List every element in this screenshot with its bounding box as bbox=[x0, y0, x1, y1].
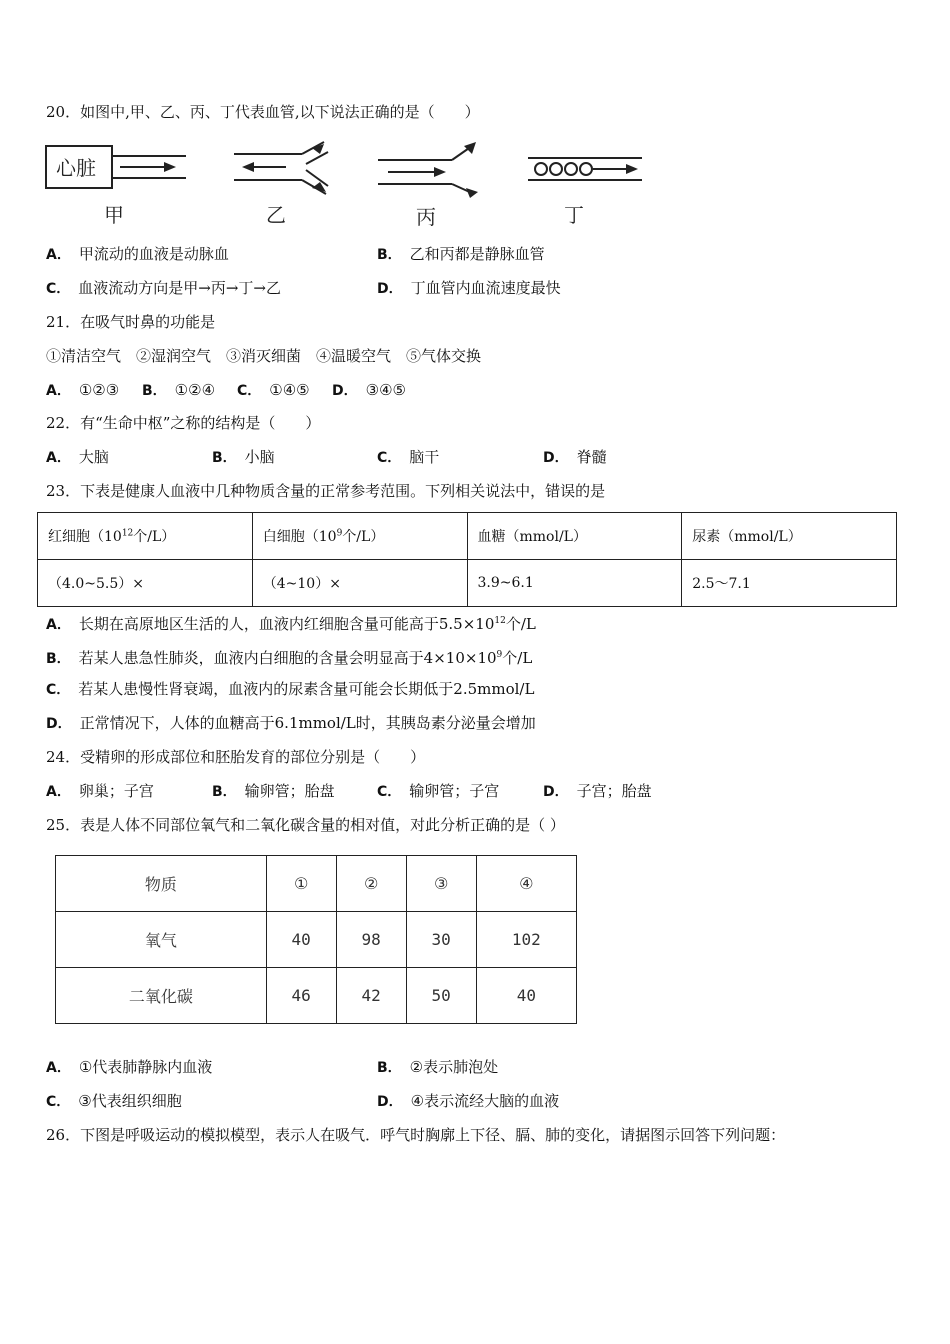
q20-option-a: A． 甲流动的血液是动脉血 bbox=[46, 245, 229, 263]
q25-option-b: B． ②表示肺泡处 bbox=[377, 1058, 499, 1076]
q26-stem: 26．下图是呼吸运动的模拟模型，表示人在吸气．呼气时胸廓上下径、膈、肺的变化，请据图示回答下列问题： bbox=[46, 1126, 786, 1144]
q22-stem: 22．有“生命中枢”之称的结构是（ ） bbox=[46, 414, 321, 432]
table-cell: 42 bbox=[336, 968, 406, 1024]
q21-option-c: C． ①④⑤ bbox=[237, 381, 310, 399]
table-header-cell: 白细胞（$10^9$个/L） bbox=[252, 513, 467, 560]
q23-option-c: C． 若某人患慢性肾衰竭，血液内的尿素含量可能会长期低于2.5mmol/L bbox=[46, 680, 535, 698]
q24-option-b: B． 输卵管；胎盘 bbox=[212, 782, 335, 800]
table-cell: 46 bbox=[266, 968, 336, 1024]
q20-option-c: C． 血液流动方向是甲→丙→丁→乙 bbox=[46, 279, 281, 297]
table-header-cell: 物质 bbox=[56, 856, 267, 912]
table-cell: 102 bbox=[476, 912, 576, 968]
q25-option-c: C． ③代表组织细胞 bbox=[46, 1092, 182, 1110]
label-jia: 甲 bbox=[104, 203, 124, 227]
q22-option-a: A． 大脑 bbox=[46, 448, 109, 466]
table-cell: （4~10）× bbox=[252, 560, 467, 607]
q21-items: ①清洁空气 ②湿润空气 ③消灭细菌 ④温暖空气 ⑤气体交换 bbox=[46, 347, 482, 365]
q24-stem: 24．受精卵的形成部位和胚胎发育的部位分别是（ ） bbox=[46, 748, 426, 766]
q20-option-d: D． 丁血管内血流速度最快 bbox=[377, 279, 561, 297]
table-header-cell: 血糖（mmol/L） bbox=[467, 513, 682, 560]
q21-option-d: D． ③④⑤ bbox=[332, 381, 406, 399]
vessel-bing bbox=[378, 142, 478, 229]
table-header-cell: 红细胞（$10^{12}$个/L） bbox=[38, 513, 253, 560]
table-row bbox=[56, 856, 577, 912]
q22-option-b: B． 小脑 bbox=[212, 448, 275, 466]
q22-option-d: D． 脊髓 bbox=[543, 448, 607, 466]
table-header-cell: 尿素（mmol/L） bbox=[682, 513, 897, 560]
heart-label: 心脏 bbox=[56, 156, 96, 180]
table-row bbox=[38, 560, 897, 607]
q21-option-a: A． ①②③ bbox=[46, 381, 120, 399]
table-cell: 98 bbox=[336, 912, 406, 968]
table-cell: 50 bbox=[406, 968, 476, 1024]
table-cell: （4.0~5.5）× bbox=[38, 560, 253, 607]
table-row bbox=[56, 968, 577, 1024]
q21-stem: 21．在吸气时鼻的功能是 bbox=[46, 313, 216, 331]
table-cell: 40 bbox=[476, 968, 576, 1024]
q23-option-d: D． 正常情况下，人体的血糖高于6.1mmol/L时，其胰岛素分泌量会增加 bbox=[46, 714, 536, 732]
q20-stem: 20．如图中,甲、乙、丙、丁代表血管,以下说法正确的是（ ） bbox=[46, 103, 480, 121]
table-row bbox=[56, 912, 577, 968]
q20-option-b: B． 乙和丙都是静脉血管 bbox=[377, 245, 545, 263]
q21-option-b: B． ①②④ bbox=[142, 381, 216, 399]
q22-option-c: C． 脑干 bbox=[377, 448, 440, 466]
q24-option-a: A． 卵巢；子宫 bbox=[46, 782, 154, 800]
table-header-cell: ① bbox=[266, 856, 336, 912]
vessel-jia bbox=[46, 146, 186, 227]
q24-option-d: D． 子宫；胎盘 bbox=[543, 782, 652, 800]
q25-option-d: D． ④表示流经大脑的血液 bbox=[377, 1092, 560, 1110]
table-header-cell: ④ bbox=[476, 856, 576, 912]
table-cell: 40 bbox=[266, 912, 336, 968]
q23-stem: 23．下表是健康人血液中几种物质含量的正常参考范围。下列相关说法中，错误的是 bbox=[46, 482, 606, 500]
label-ding: 丁 bbox=[564, 203, 584, 227]
table-cell: 氧气 bbox=[56, 912, 267, 968]
table-cell: 二氧化碳 bbox=[56, 968, 267, 1024]
q24-option-c: C． 输卵管；子宫 bbox=[377, 782, 500, 800]
table-header-cell: ③ bbox=[406, 856, 476, 912]
label-bing: 丙 bbox=[416, 205, 436, 229]
label-yi: 乙 bbox=[266, 203, 286, 227]
table-cell: 2.5～7.1 bbox=[682, 560, 897, 607]
table-row bbox=[38, 513, 897, 560]
table-cell: 3.9~6.1 bbox=[467, 560, 682, 607]
vessel-ding bbox=[528, 158, 642, 227]
table-cell: 30 bbox=[406, 912, 476, 968]
q23-option-b: B． 若某人患急性肺炎，血液内白细胞的含量会明显高于$4\times 10\times 10^9$个/L bbox=[46, 649, 533, 667]
q25-option-a: A． ①代表肺静脉内血液 bbox=[46, 1058, 213, 1076]
vessel-yi bbox=[234, 142, 328, 227]
q23-table bbox=[37, 512, 897, 607]
q23-option-a: A． 长期在高原地区生活的人，血液内红细胞含量可能高于$5.5\times 10^{12}$个/L bbox=[46, 615, 536, 633]
q25-stem: 25．表是人体不同部位氧气和二氧化碳含量的相对值，对此分析正确的是（ ） bbox=[46, 816, 565, 834]
q20-figure bbox=[44, 138, 654, 230]
table-header-cell: ② bbox=[336, 856, 406, 912]
q25-table bbox=[55, 855, 577, 1024]
